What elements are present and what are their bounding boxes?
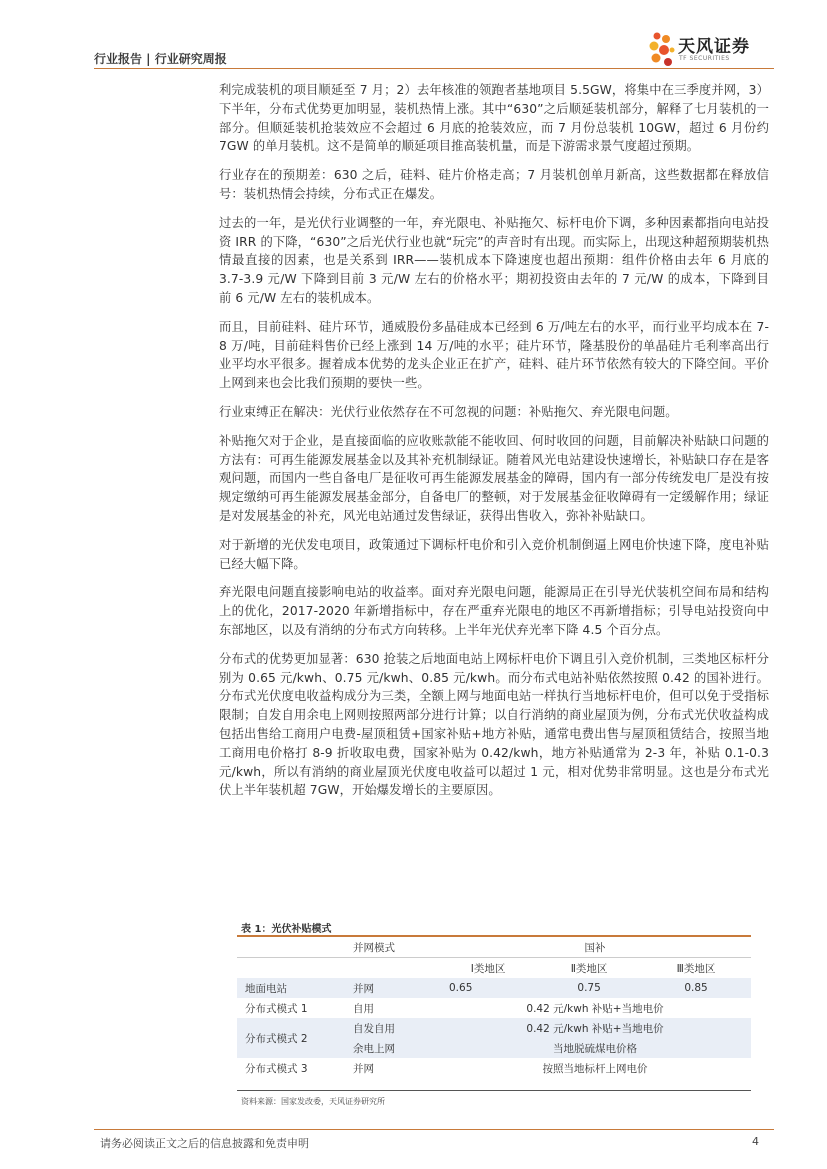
paragraph: 补贴拖欠对于企业，是直接面临的应收账款能不能收回、何时收回的问题，目前解决补贴缺口问题的方法有：可再生能源发展基金以及其补充机制绿证。随着风光电站建设快速增长，补贴缺口存在是客观问题，而国内一些自备电厂是征收可再生能源发展基金的障碍，国内有一部分传统发电厂是没有按规定缴纳可再生能源发展基金部分，自备电厂的整顿，对于发展基金征收障碍有一定缓解作用；绿证是对发展基金的补充，风光电站通过发售绿证，获得出售收入，弥补补贴缺口。 [219, 433, 769, 523]
table-row [237, 1058, 751, 1078]
table-source: 资料来源：国家发改委，天风证券研究所 [241, 1097, 385, 1106]
page-number: 4 [752, 1135, 759, 1148]
paragraph: 利完成装机的项目顺延至 7 月；2）去年核准的领跑者基地项目 5.5GW，将集中在三季度并网，3）下半年，分布式优势更加明显，装机热情上涨。其中“630”之后顺延装机部分，解释了七月装机的一部分。但顺延装机抢装效应不会超过 6 月底的抢装效应，而 7 月份总装机 10GW，超过 6 月份约 7GW 的单月装机。这不是简单的顺延项目推高装机量，而是下游需求景气度超过预期。 [219, 83, 769, 154]
table-cell: 0.42 元/kwh 补贴+当地电价 [526, 1022, 664, 1035]
subsidy-table [237, 937, 751, 1078]
table-cell: 自用 [353, 1002, 374, 1015]
header-cell-region2: Ⅱ类地区 [570, 962, 608, 975]
table-cell: 分布式模式 2 [245, 1032, 308, 1045]
table-bottom-rule [237, 1090, 751, 1091]
table-cell: 余电上网 [353, 1042, 395, 1055]
paragraph: 行业束缚正在解决：光伏行业依然存在不可忽视的问题：补贴拖欠、弃光限电问题。 [219, 404, 678, 419]
logo-subtext: TF SECURITIES [679, 55, 730, 62]
table-cell: 0.85 [684, 982, 708, 994]
body-text [219, 81, 769, 810]
header-cell-mode: 并网模式 [345, 937, 439, 958]
paragraph: 过去的一年，是光伏行业调整的一年，弃光限电、补贴拖欠、标杆电价下调，多种因素都指向电站投资 IRR 的下降，“630”之后光伏行业也就“玩完”的声音时有出现。而实际上，出现这种超预期装机热情最直接的因素，也是关系到 IRR——装机成本下降速度也超出预期：组件价格由去年 6 月底的 3.7-3.9 元/W 下降到目前 3 元/W 左右的价格水平；期初投资由去年的 7 元/W 的成本，下降到目前 6 元/W 左右的装机成本。 [219, 215, 769, 305]
paragraph: 分布式的优势更加显著：630 抢装之后地面电站上网标杆电价下调且引入竞价机制，三类地区标杆分别为 0.65 元/kwh、0.75 元/kwh、0.85 元/kwh。而分布式电站补贴依然按照 0.42 的国补进行。分布式光伏度电收益构成分为三类，全额上网与地面电站一样执行当地标杆电价，但可以免于受指标限制；自发自用余电上网则按照两部分进行计算；以自行消纳的商业屋顶为例，分布式光伏收益构成包括出售给工商用户电费-屋顶租赁+国家补贴+地方补贴，通常电费出售与屋顶租赁结合，按照当地工商用电价格打 8-9 折收取电费，国家补贴为 0.42/kwh，地方补贴通常为 2-3 年，补贴 0.1-0.3 元/kwh，所以有消纳的商业屋顶光伏度电收益可以超过 1 元，相对优势非常明显。这也是分布式光伏上半年装机超 7GW，开始爆发增长的主要原因。 [219, 651, 769, 798]
company-logo [648, 30, 768, 76]
table-row [237, 998, 751, 1018]
table-cell: 按照当地标杆上网电价 [542, 1062, 648, 1075]
table-header-row [237, 937, 751, 958]
table-row [237, 978, 751, 998]
table-cell: 0.75 [577, 982, 601, 994]
table-cell: 并网 [353, 982, 374, 995]
table-cell: 0.42 元/kwh 补贴+当地电价 [526, 1002, 664, 1015]
table-cell: 0.65 [449, 982, 473, 994]
table-cell: 分布式模式 1 [245, 1002, 308, 1015]
header-label: 行业报告 | 行业研究周报 [94, 52, 227, 66]
paragraph: 行业存在的预期差：630 之后，硅料、硅片价格走高；7 月装机创单月新高，这些数据都在释放信号：装机热情会持续，分布式正在爆发。 [219, 168, 769, 201]
table-title: 表 1：光伏补贴模式 [241, 924, 332, 935]
header-cell-empty [237, 937, 345, 958]
table-cell: 分布式模式 3 [245, 1062, 308, 1075]
table-cell: 地面电站 [245, 982, 287, 995]
header-cell-national: 国补 [439, 937, 751, 958]
paragraph: 而且，目前硅料、硅片环节，通威股份多晶硅成本已经到 6 万/吨左右的水平，而行业平均成本在 7-8 万/吨，目前硅料售价已经上涨到 14 万/吨的水平；硅片环节，隆基股份的单晶硅片毛利率高出行业平均水平很多。握着成本优势的龙头企业正在扩产，硅料、硅片环节依然有较大的下降空间。平价上网到来也会比我们预期的要快一些。 [219, 319, 769, 391]
footer-disclaimer: 请务必阅读正文之后的信息披露和免责申明 [100, 1137, 309, 1150]
logo-text: 天风证券 [678, 37, 750, 57]
paragraph: 对于新增的光伏发电项目，政策通过下调标杆电价和引入竞价机制倒逼上网电价快速下降，度电补贴已经大幅下降。 [219, 537, 769, 571]
table-cell: 并网 [353, 1062, 374, 1075]
table-header-row [237, 958, 751, 979]
header-cell-region1: Ⅰ类地区 [470, 962, 506, 975]
table-row [237, 1018, 751, 1038]
table-cell: 自发自用 [353, 1022, 395, 1035]
header-divider [94, 68, 774, 69]
footer-divider [94, 1129, 774, 1130]
header-cell-region3: Ⅲ类地区 [676, 962, 716, 975]
table-cell: 当地脱硫煤电价格 [553, 1042, 637, 1055]
paragraph: 弃光限电问题直接影响电站的收益率。面对弃光限电问题，能源局正在引导光伏装机空间布局和结构上的优化，2017-2020 年新增指标中，存在严重弃光限电的地区不再新增指标；引导电站投资向中东部地区，以及有消纳的分布式方向转移。上半年光伏弃光率下降 4.5 个百分点。 [219, 585, 769, 637]
logo-mark-icon [648, 30, 678, 70]
